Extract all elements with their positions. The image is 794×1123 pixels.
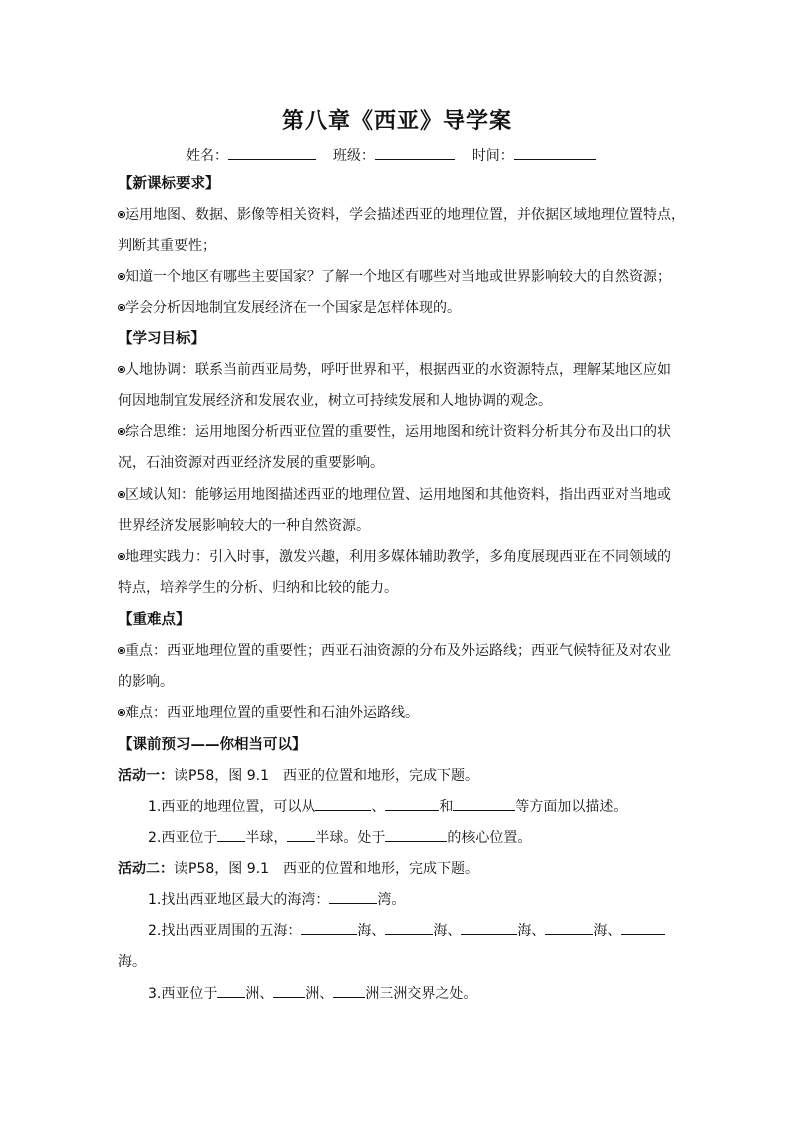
bullet-icon (118, 491, 125, 498)
bullet-icon (118, 647, 125, 654)
class-blank[interactable] (375, 145, 455, 160)
list-item-text: 运用地图、数据、影像等相关资料，学会描述西亚的地理位置，并依据区域地理位置特点， (125, 207, 685, 223)
answer-blank[interactable] (217, 827, 245, 842)
answer-blank[interactable] (385, 796, 439, 811)
answer-blank[interactable] (329, 889, 377, 904)
bullet-icon (118, 273, 125, 280)
list-item-text: 人地协调：联系当前西亚局势，呼吁世界和平，根据西亚的水资源特点，理解某地区应如 (125, 362, 671, 378)
answer-blank[interactable] (333, 983, 365, 998)
list-item-text: 重点：西亚地理位置的重要性；西亚石油资源的分布及外运路线；西亚气候特征及对农业 (125, 643, 671, 659)
activity-label: 活动一： (118, 768, 174, 784)
answer-blank[interactable] (385, 920, 433, 935)
list-item-continuation: 何因地制宜发展经济和发展农业，树立可持续发展和人地协调的观念。 (118, 393, 552, 409)
list-item (118, 297, 461, 317)
time-label: 时间： (471, 148, 514, 164)
list-item-continuation: 海。 (118, 954, 146, 970)
bullet-icon (118, 366, 125, 373)
list-item-continuation: 的影响。 (118, 674, 174, 690)
bullet-icon (118, 709, 125, 716)
name-blank[interactable] (228, 145, 316, 160)
list-item-text: 区域认知：能够运用地图描述西亚的地理位置、运用地图和其他资料，指出西亚对当地或 (125, 487, 671, 503)
student-info-row (186, 145, 596, 165)
section-heading-curriculum: 【新课标要求】 (118, 176, 220, 192)
list-item-text: 地理实践力：引入时事，激发兴趣，利用多媒体辅助教学，多角度展现西亚在不同领域的 (125, 549, 671, 565)
list-item (118, 640, 671, 660)
list-item-continuation: 世界经济发展影响较大的一种自然资源。 (118, 518, 370, 534)
time-blank[interactable] (514, 145, 596, 160)
list-item-text: 综合思维：运用地图分析西亚位置的重要性，运用地图和统计资料分析其分布及出口的状 (125, 424, 671, 440)
bullet-icon (118, 553, 125, 560)
list-item (118, 204, 685, 224)
answer-blank[interactable] (315, 796, 371, 811)
answer-blank[interactable] (545, 920, 593, 935)
section-heading-preview: 【课前预习——你相当可以】 (118, 737, 307, 753)
section-heading-key-points: 【重难点】 (118, 612, 191, 628)
list-item-text: 学会分析因地制宜发展经济在一个国家是怎样体现的。 (125, 300, 461, 316)
list-item (118, 266, 671, 286)
section-heading-objectives: 【学习目标】 (118, 331, 205, 347)
answer-blank[interactable] (461, 920, 517, 935)
question-a2-1: 1.找出西亚地区最大的海湾： 湾。 (148, 889, 405, 909)
bullet-icon (118, 304, 125, 311)
class-label: 班级： (332, 148, 375, 164)
list-item (118, 421, 671, 441)
answer-blank[interactable] (273, 983, 305, 998)
document-title: 第八章《西亚》导学案 (281, 108, 512, 134)
list-item-text: 难点：西亚地理位置的重要性和石油外运路线。 (125, 705, 419, 721)
answer-blank[interactable] (217, 983, 245, 998)
bullet-icon (118, 211, 125, 218)
question-a2-3: 3.西亚位于 洲、 洲、 洲三洲交界之处。 (148, 983, 477, 1003)
list-item (118, 359, 671, 379)
list-item-text: 知道一个地区有哪些主要国家？了解一个地区有哪些对当地或世界影响较大的自然资源； (125, 269, 671, 285)
answer-blank[interactable] (287, 827, 315, 842)
activity-text: 读P58，图 9.1 西亚的位置和地形，完成下题。 (174, 768, 479, 784)
answer-blank[interactable] (385, 827, 447, 842)
list-item-continuation: 特点，培养学生的分析、归纳和比较的能力。 (118, 580, 398, 596)
activity-label: 活动二： (118, 861, 174, 877)
list-item-continuation: 判断其重要性； (118, 238, 216, 254)
activity-two (118, 858, 479, 878)
activity-one (118, 765, 479, 785)
question-a1-1: 1.西亚的地理位置，可以从 、 和 等方面加以描述。 (148, 796, 627, 816)
question-a1-2: 2.西亚位于 半球， 半球。处于 的核心位置。 (148, 827, 531, 847)
answer-blank[interactable] (621, 920, 665, 935)
list-item (118, 702, 419, 722)
list-item (118, 484, 671, 504)
question-a2-2: 2.找出西亚周围的五海： 海、 海、 海、 海、 (148, 920, 665, 940)
name-label: 姓名： (186, 148, 228, 164)
list-item (118, 546, 671, 566)
answer-blank[interactable] (453, 796, 515, 811)
activity-text: 读P58，图 9.1 西亚的位置和地形，完成下题。 (174, 861, 479, 877)
bullet-icon (118, 428, 125, 435)
list-item-continuation: 况，石油资源对西亚经济发展的重要影响。 (118, 455, 384, 471)
answer-blank[interactable] (301, 920, 357, 935)
